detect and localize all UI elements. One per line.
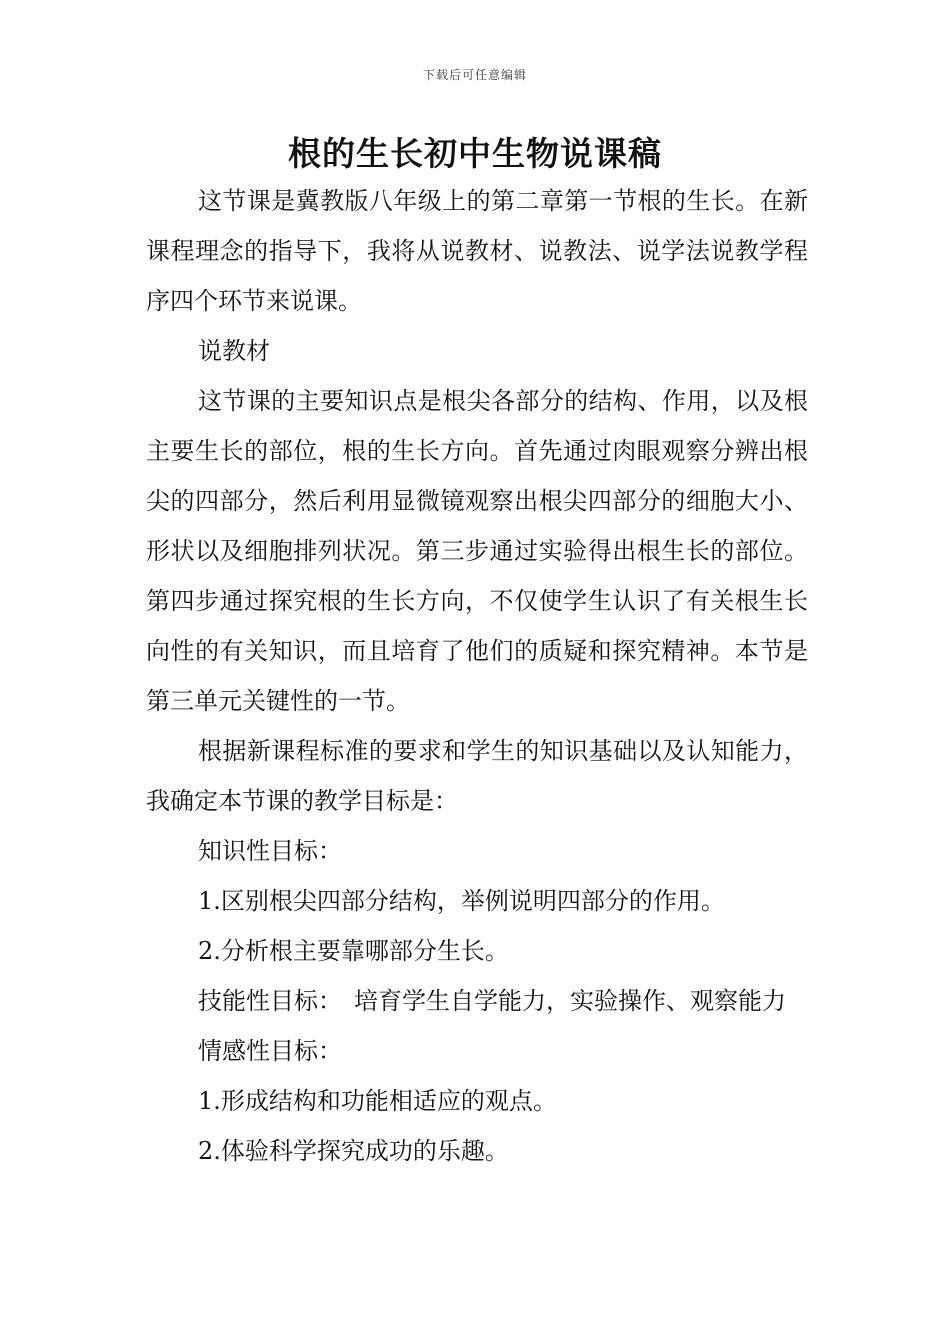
paragraph-intro: 这节课是冀教版八年级上的第二章第一节根的生长。在新课程理念的指导下，我将从说教材、说教法、说学法说教学程序四个环节来说课。: [146, 187, 808, 315]
emotional-goal-item: 2.体验科学探究成功的乐趣。: [198, 1137, 509, 1165]
emotional-goal-item: 1.形成结构和功能相适应的观点。: [198, 1087, 557, 1115]
document-title: 根的生长初中生物说课稿: [288, 134, 662, 173]
knowledge-goal-item: 2.分析根主要靠哪部分生长。: [198, 937, 509, 965]
knowledge-goal-item: 1.区别根尖四部分结构，举例说明四部分的作用。: [198, 887, 725, 915]
paragraph-teaching-goals: 根据新课程标准的要求和学生的知识基础以及认知能力，我确定本节课的教学目标是：: [146, 737, 808, 815]
skill-goals: 技能性目标： 培育学生自学能力，实验操作、观察能力: [198, 987, 786, 1015]
subheading-knowledge-goals: 知识性目标：: [198, 837, 342, 865]
section-heading-textbook: 说教材: [198, 337, 270, 365]
header-note: 下载后可任意编辑: [422, 68, 527, 82]
subheading-emotional-goals: 情感性目标：: [198, 1037, 342, 1065]
document-body: [146, 176, 808, 1176]
paragraph-knowledge-points: 这节课的主要知识点是根尖各部分的结构、作用，以及根主要生长的部位，根的生长方向。首先通过肉眼观察分辨出根尖的四部分，然后利用显微镜观察出根尖四部分的细胞大小、形状以及细胞排列状况。第三步通过实验得出根生长的部位。第四步通过探究根的生长方向，不仅使学生认识了有关根生长向性的有关知识，而且培育了他们的质疑和探究精神。本节是第三单元关键性的一节。: [146, 387, 808, 715]
